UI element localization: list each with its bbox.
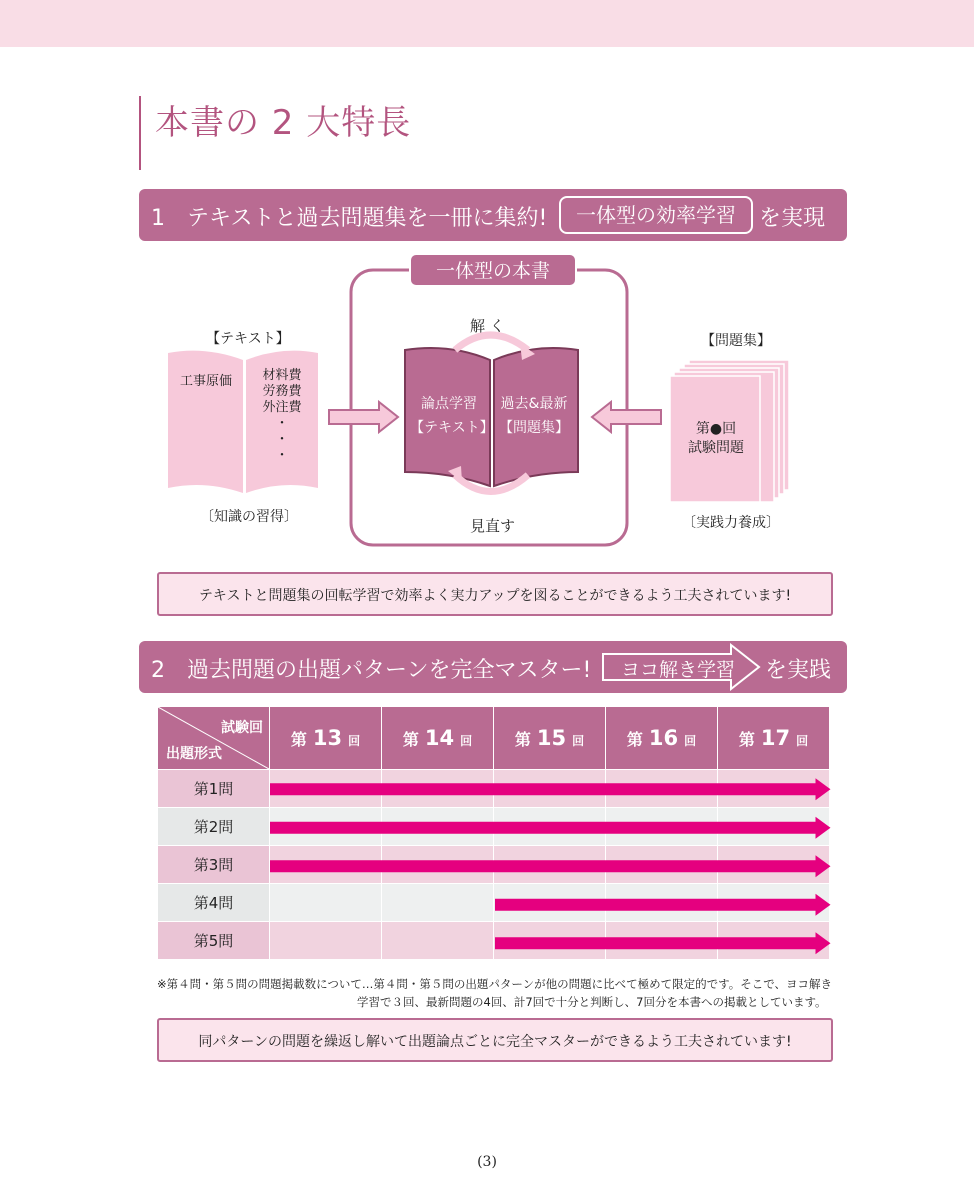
frame-title: 一体型の本書	[435, 260, 550, 282]
coverage-arrow	[270, 817, 831, 839]
text-caption: 〔知識の習得〕	[200, 509, 298, 525]
center-right-text: 過去&最新 【問題集】	[499, 396, 569, 436]
row-label: 第2問	[158, 808, 270, 846]
section2-heading: 2 過去問題の出題パターンを完全マスター!	[151, 658, 592, 683]
footnote-line1: ※第４問・第５問の問題掲載数について…第４問・第５問の出題パターンが他の問題に比べて極めて限定的です。そこで、ヨコ解き	[157, 977, 833, 991]
table-header: 第 16 回	[606, 707, 718, 770]
coverage-arrow	[270, 778, 831, 800]
section1-suffix: を実現	[759, 206, 826, 231]
text-book-right: 材料費 労務費 外注費 ・ ・ ・	[262, 368, 302, 463]
coverage-arrow	[270, 855, 831, 877]
note-text-1: テキストと問題集の回転学習で効率よく実力アップを図ることができるよう工夫されています!	[198, 588, 792, 604]
top-label: 解 く	[470, 317, 505, 335]
section2-arrow-label: ヨコ解き学習	[621, 659, 736, 681]
footnote-line2: 学習で３回、最新問題の4回、計7回で十分と判断し、7回分を本書への掲載としています。	[357, 995, 827, 1009]
row-label: 第1問	[158, 770, 270, 808]
section2-suffix: を実践	[765, 658, 832, 683]
section1-boxed-label: 一体型の効率学習	[559, 196, 753, 234]
text-book-left: 工事原価	[180, 374, 233, 389]
table-header: 第 15 回	[494, 707, 606, 770]
question-caption: 〔実践力養成〕	[682, 515, 780, 531]
note-text-2: 同パターンの問題を繰返し解いて出題論点ごとに完全マスターができるよう工夫されています!	[198, 1034, 792, 1050]
row-label: 第3問	[158, 846, 270, 884]
note-banner-2	[157, 1018, 833, 1062]
center-left-text: 論点学習 【テキスト】	[410, 396, 494, 436]
text-title: 【テキスト】	[206, 331, 290, 347]
corner-bottom-label: 出題形式	[166, 746, 222, 762]
bottom-label: 見直す	[470, 517, 516, 535]
coverage-arrow	[495, 932, 831, 954]
corner-top-label: 試験回	[221, 720, 263, 736]
footnote	[157, 975, 833, 1011]
section1-heading: 1 テキストと過去問題集を一冊に集約!	[151, 206, 548, 231]
row-label: 第4問	[158, 884, 270, 922]
question-title: 【問題集】	[701, 333, 771, 349]
row-label: 第5問	[158, 922, 270, 960]
page-number: (3)	[477, 1154, 497, 1170]
table-header: 第 13 回	[270, 707, 382, 770]
table-header: 第 14 回	[382, 707, 494, 770]
table-header: 第 17 回	[718, 707, 830, 770]
page-title: 本書の 2 大特長	[155, 103, 412, 143]
coverage-arrow	[495, 894, 831, 916]
question-card-text: 第●回 試験問題	[688, 421, 744, 456]
